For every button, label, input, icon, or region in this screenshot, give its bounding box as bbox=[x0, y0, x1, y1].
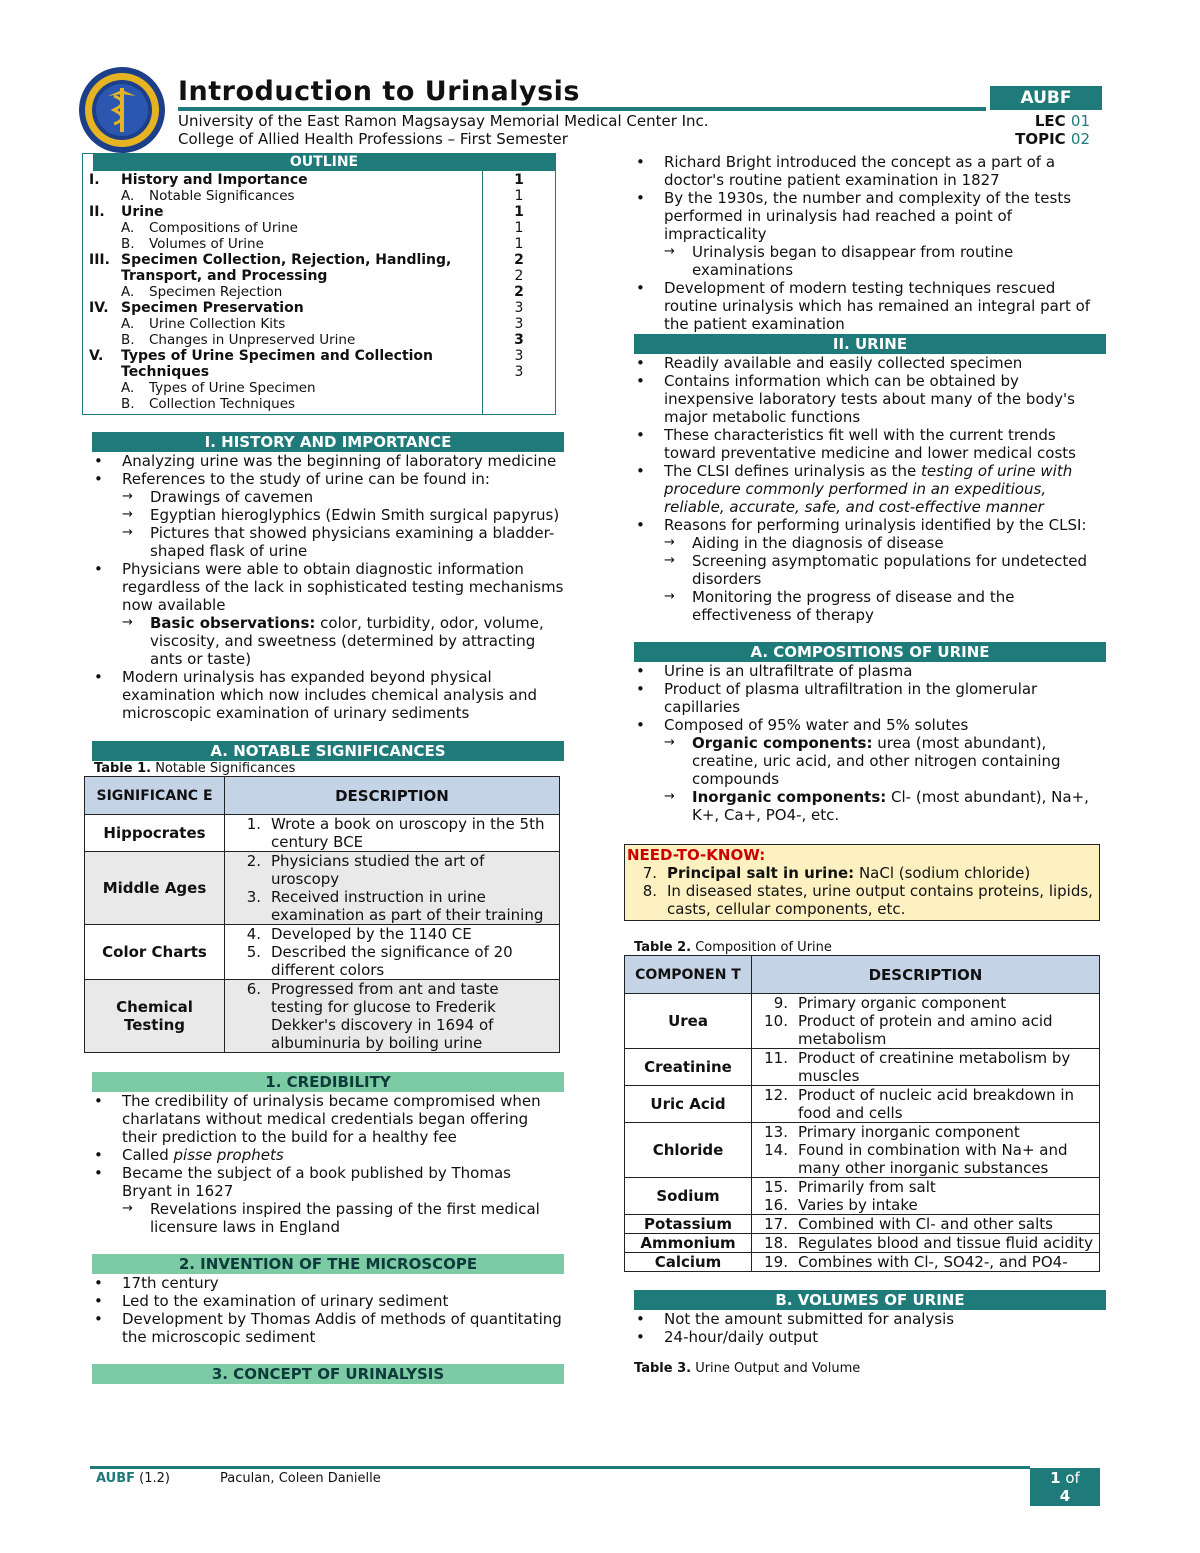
concept-list bbox=[634, 153, 1108, 333]
table-row bbox=[625, 1049, 1100, 1086]
description-item: 4. Developed by the 1140 CE bbox=[246, 925, 472, 943]
outline-item: II. Urine bbox=[89, 204, 164, 220]
table2-caption: Table 2. Composition of Urine bbox=[634, 940, 832, 955]
description-item: 11. Product of creatinine metabolism by muscles bbox=[764, 1049, 1071, 1085]
description-item: 17. Combined with Cl- and other salts bbox=[764, 1215, 1053, 1233]
urine-heading: II. URINE bbox=[634, 334, 1106, 354]
list-item: • Called pisse prophets bbox=[92, 1146, 564, 1164]
table-cell-category: Chloride bbox=[625, 1123, 752, 1178]
outline-list bbox=[83, 171, 483, 414]
table-cell-category: Color Charts bbox=[85, 925, 225, 980]
description-item: 9. Primary organic component bbox=[773, 994, 1007, 1012]
list-item: • These characteristics fit well with the current trends toward preventative medicine and lower medical costs bbox=[634, 426, 1108, 462]
footer-rule bbox=[90, 1466, 1030, 1469]
need-to-know-box bbox=[624, 844, 1100, 921]
table-cell-description bbox=[752, 1049, 1100, 1086]
table-cell-category: Creatinine bbox=[625, 1049, 752, 1086]
volumes-heading: B. VOLUMES OF URINE bbox=[634, 1290, 1106, 1310]
urine-list bbox=[634, 354, 1108, 624]
list-item: • Modern urinalysis has expanded beyond physical examination which now includes chemical analysis and microscopic examination of urinary sediments bbox=[92, 668, 564, 722]
outline-item: A. Notable Significances bbox=[121, 188, 295, 204]
outline-item: B. Changes in Unpreserved Urine bbox=[121, 332, 356, 348]
footer-course: AUBF (1.2) bbox=[96, 1471, 170, 1486]
table-cell-description bbox=[752, 1178, 1100, 1215]
outline-item: A. Types of Urine Specimen bbox=[121, 380, 316, 396]
university-name: University of the East Ramon Magsaysay Memorial Medical Center Inc. bbox=[178, 112, 709, 130]
outline-title: OUTLINE bbox=[93, 154, 555, 171]
list-item: • Product of plasma ultrafiltration in the glomerular capillaries bbox=[634, 680, 1108, 716]
table-row bbox=[625, 1234, 1100, 1253]
table3-caption: Table 3. Urine Output and Volume bbox=[634, 1361, 861, 1376]
document-title: Introduction to Urinalysis bbox=[178, 76, 580, 107]
list-item: • Became the subject of a book published by Thomas Bryant in 1627 → Revelations inspired the passing of the first medical licensure laws in England bbox=[92, 1164, 564, 1236]
history-sublist bbox=[92, 488, 564, 560]
outline-page: 1 bbox=[514, 220, 524, 236]
description-item: 2. Physicians studied the art of uroscopy bbox=[246, 852, 485, 888]
composition-table bbox=[624, 955, 1100, 1272]
table-header: COMPONEN T bbox=[625, 956, 752, 994]
outline-item: I. History and Importance bbox=[89, 172, 308, 188]
microscope-list bbox=[92, 1274, 564, 1346]
list-item: → Inorganic components: Cl- (most abundant), Na+, K+, Ca+, PO4-, etc. bbox=[634, 788, 1108, 824]
list-item: → Basic observations: color, turbidity, odor, volume, viscosity, and sweetness (determined by attracting ants or taste) bbox=[92, 614, 564, 668]
list-item: • Urine is an ultrafiltrate of plasma bbox=[634, 662, 1108, 680]
list-item: • The credibility of urinalysis became compromised when charlatans without medical credentials began offering their prediction to the build for a healthy fee bbox=[92, 1092, 564, 1146]
outline-page: 3 bbox=[514, 300, 524, 316]
topic-number: TOPIC 02 bbox=[1015, 130, 1090, 148]
table-row bbox=[625, 994, 1100, 1049]
history-list bbox=[92, 452, 564, 722]
description-item: 6. Progressed from ant and taste testing for glucose to Frederik Dekker's discovery in 1694 of albuminuria by boiling urine bbox=[246, 980, 499, 1052]
list-item: • The CLSI defines urinalysis as the testing of urine with procedure commonly performed in an expeditious, reliable, accurate, safe, and cost-effective manner bbox=[634, 462, 1108, 516]
list-item: • Physicians were able to obtain diagnostic information regardless of the lack in sophisticated testing mechanisms now available → Basic observations: color, turbidity, odor, volume, viscosity, and sweetness (determined by attracting ants or taste) bbox=[92, 560, 564, 668]
description-item: 16. Varies by intake bbox=[764, 1196, 918, 1214]
list-item: • Readily available and easily collected specimen bbox=[634, 354, 1108, 372]
list-item: • Led to the examination of urinary sediment bbox=[92, 1292, 564, 1310]
list-item: → Drawings of cavemen bbox=[92, 488, 564, 506]
outline-page: 3 bbox=[514, 316, 524, 332]
table-cell-category: Uric Acid bbox=[625, 1086, 752, 1123]
table-row bbox=[85, 815, 560, 852]
list-item: → Egyptian hieroglyphics (Edwin Smith surgical papyrus) bbox=[92, 506, 564, 524]
list-item: • By the 1930s, the number and complexity of the tests performed in urinalysis had reached a point of impracticality → Urinalysis began to disappear from routine examinations bbox=[634, 189, 1108, 279]
table-cell-category: Hippocrates bbox=[85, 815, 225, 852]
description-item: 12. Product of nucleic acid breakdown in food and cells bbox=[764, 1086, 1075, 1122]
lec-number: LEC 01 bbox=[1034, 112, 1090, 130]
footer-author: Paculan, Coleen Danielle bbox=[220, 1471, 381, 1486]
outline-page: 1 bbox=[514, 236, 524, 252]
table-cell-category: Middle Ages bbox=[85, 852, 225, 925]
description-item: 3. Received instruction in urine examination as part of their training bbox=[246, 888, 544, 924]
outline-page: 3 bbox=[514, 332, 524, 348]
need-item: 7. Principal salt in urine: NaCl (sodium chloride) bbox=[642, 864, 1031, 882]
urine-sublist bbox=[634, 534, 1108, 624]
outline-page: 3 bbox=[514, 364, 524, 380]
table-cell-category: Calcium bbox=[625, 1253, 752, 1272]
description-item: 18. Regulates blood and tissue fluid acidity bbox=[764, 1234, 1094, 1252]
table-cell-description bbox=[752, 1123, 1100, 1178]
microscope-heading: 2. INVENTION OF THE MICROSCOPE bbox=[92, 1254, 564, 1274]
description-item: 13. Primary inorganic component bbox=[764, 1123, 1020, 1141]
table-row bbox=[85, 925, 560, 980]
history-heading: I. HISTORY AND IMPORTANCE bbox=[92, 432, 564, 452]
table-row bbox=[625, 1123, 1100, 1178]
list-item: • Development by Thomas Addis of methods of quantitating the microscopic sediment bbox=[92, 1310, 564, 1346]
title-underline bbox=[178, 107, 986, 111]
outline-pages bbox=[483, 171, 555, 414]
list-item: → Screening asymptomatic populations for undetected disorders bbox=[634, 552, 1108, 588]
outline-item: A. Compositions of Urine bbox=[121, 220, 298, 236]
table-cell-description bbox=[225, 815, 560, 852]
table-cell-category: Ammonium bbox=[625, 1234, 752, 1253]
table-cell-description bbox=[225, 852, 560, 925]
outline-page: 2 bbox=[514, 268, 524, 284]
list-item: • Development of modern testing techniques rescued routine urinalysis which has remained an integral part of the patient examination bbox=[634, 279, 1108, 333]
table-cell-description bbox=[752, 1086, 1100, 1123]
outline-item: B. Collection Techniques bbox=[121, 396, 296, 412]
credibility-heading: 1. CREDIBILITY bbox=[92, 1072, 564, 1092]
page-number-box: 1 of 4 bbox=[1030, 1468, 1100, 1506]
outline-page: 2 bbox=[514, 252, 524, 268]
list-item: → Aiding in the diagnosis of disease bbox=[634, 534, 1108, 552]
list-item: • Contains information which can be obtained by inexpensive laboratory tests about many of the body's major metabolic functions bbox=[634, 372, 1108, 426]
list-item: → Revelations inspired the passing of the first medical licensure laws in England bbox=[92, 1200, 564, 1236]
table-header: SIGNIFICANC E bbox=[85, 777, 225, 815]
compositions-list bbox=[634, 662, 1108, 824]
list-item: → Urinalysis began to disappear from routine examinations bbox=[634, 243, 1108, 279]
list-item: • 24-hour/daily output bbox=[634, 1328, 1108, 1346]
table-row bbox=[85, 852, 560, 925]
credibility-list bbox=[92, 1092, 564, 1236]
list-item: → Monitoring the progress of disease and the effectiveness of therapy bbox=[634, 588, 1108, 624]
compositions-heading: A. COMPOSITIONS OF URINE bbox=[634, 642, 1106, 662]
outline-item: A. Specimen Rejection bbox=[121, 284, 283, 300]
outline-item: III. Specimen Collection, Rejection, Handling, Transport, and Processing bbox=[89, 252, 452, 284]
list-item: • Reasons for performing urinalysis identified by the CLSI: → Aiding in the diagnosis of disease → Screening asymptomatic populations for undetected disorders → Monitoring the progress of disease and the effectiveness of therapy bbox=[634, 516, 1108, 624]
table-cell-description bbox=[225, 980, 560, 1053]
need-to-know-title: NEED-TO-KNOW: bbox=[627, 846, 766, 864]
outline-page: 1 bbox=[514, 172, 524, 188]
description-item: 15. Primarily from salt bbox=[764, 1178, 936, 1196]
outline-item: IV. Specimen Preservation bbox=[89, 300, 304, 316]
outline-box bbox=[82, 153, 556, 415]
description-item: 19. Combines with Cl-, SO42-, and PO4- bbox=[764, 1253, 1068, 1271]
outline-page: 1 bbox=[514, 204, 524, 220]
table1-caption: Table 1. Notable Significances bbox=[94, 761, 296, 776]
left-column bbox=[82, 153, 564, 1384]
outline-page: 3 bbox=[514, 348, 524, 364]
list-item: • Composed of 95% water and 5% solutes → Organic components: urea (most abundant), creatine, uric acid, and other nitrogen containing compounds → Inorganic components: Cl- (most abundant), Na+, K+, Ca+, PO4-, etc. bbox=[634, 716, 1108, 824]
table-header: DESCRIPTION bbox=[752, 956, 1100, 994]
course-badge: AUBF bbox=[990, 86, 1102, 110]
list-item: • Richard Bright introduced the concept as a part of a doctor's routine patient examination in 1827 bbox=[634, 153, 1108, 189]
table-cell-category: Sodium bbox=[625, 1178, 752, 1215]
university-seal bbox=[78, 66, 166, 154]
table-cell-category: Potassium bbox=[625, 1215, 752, 1234]
description-item: 5. Described the significance of 20 different colors bbox=[246, 943, 513, 979]
need-item: 8. In diseased states, urine output contains proteins, lipids, casts, cellular components, etc. bbox=[642, 882, 1093, 918]
concept-heading: 3. CONCEPT OF URINALYSIS bbox=[92, 1364, 564, 1384]
table-row bbox=[625, 1253, 1100, 1272]
table-cell-category: Chemical Testing bbox=[85, 980, 225, 1053]
table-row bbox=[625, 1178, 1100, 1215]
college-name: College of Allied Health Professions – First Semester bbox=[178, 130, 568, 148]
description-item: 1. Wrote a book on uroscopy in the 5th century BCE bbox=[246, 815, 545, 851]
list-item: • Not the amount submitted for analysis bbox=[634, 1310, 1108, 1328]
table-row bbox=[625, 1086, 1100, 1123]
list-item: • 17th century bbox=[92, 1274, 564, 1292]
description-item: 10. Product of protein and amino acid metabolism bbox=[764, 1012, 1053, 1048]
table-cell-category: Urea bbox=[625, 994, 752, 1049]
notable-table bbox=[84, 776, 560, 1053]
notable-heading: A. NOTABLE SIGNIFICANCES bbox=[92, 741, 564, 761]
outline-page: 2 bbox=[514, 284, 524, 300]
table-header: DESCRIPTION bbox=[225, 777, 560, 815]
outline-item: V. Types of Urine Specimen and Collection Techniques bbox=[89, 348, 434, 380]
outline-page: 1 bbox=[514, 188, 524, 204]
list-item: → Organic components: urea (most abundant), creatine, uric acid, and other nitrogen containing compounds bbox=[634, 734, 1108, 788]
table-cell-description bbox=[752, 1253, 1100, 1272]
list-item: • Analyzing urine was the beginning of laboratory medicine bbox=[92, 452, 564, 470]
outline-item: B. Volumes of Urine bbox=[121, 236, 264, 252]
volumes-list bbox=[634, 1310, 1108, 1346]
table-cell-description bbox=[752, 994, 1100, 1049]
table-row bbox=[85, 980, 560, 1053]
table-row bbox=[625, 1215, 1100, 1234]
right-column bbox=[627, 153, 1108, 1376]
table-cell-description bbox=[752, 1234, 1100, 1253]
table-cell-description bbox=[225, 925, 560, 980]
table-cell-description bbox=[752, 1215, 1100, 1234]
list-item: → Pictures that showed physicians examining a bladder-shaped flask of urine bbox=[92, 524, 564, 560]
list-item: • References to the study of urine can be found in: → Drawings of cavemen → Egyptian hieroglyphics (Edwin Smith surgical papyrus) → Pictures that showed physicians examining a bladder-shaped flask of urine bbox=[92, 470, 564, 560]
outline-item: A. Urine Collection Kits bbox=[121, 316, 286, 332]
description-item: 14. Found in combination with Na+ and many other inorganic substances bbox=[764, 1141, 1068, 1177]
